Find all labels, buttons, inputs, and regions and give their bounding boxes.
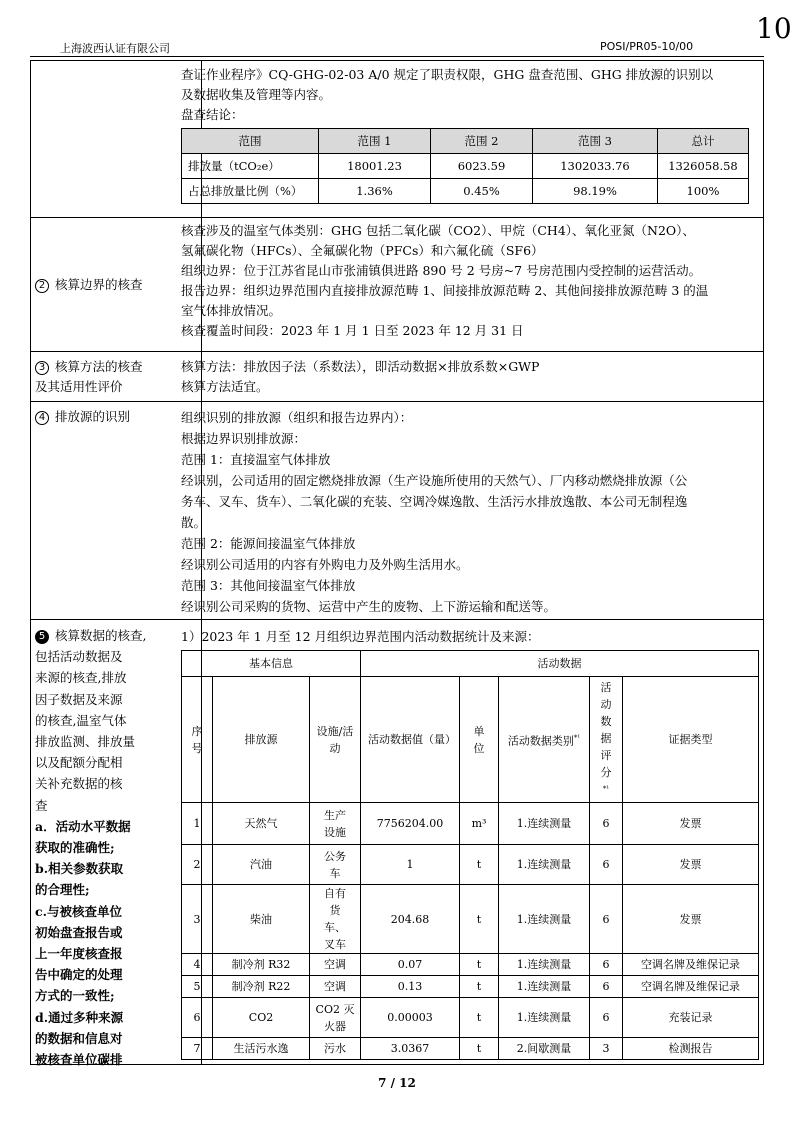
cell-facility: 自有货车、叉车 xyxy=(310,885,361,954)
cell-unit: t xyxy=(460,954,499,976)
cell-value: 0.07 xyxy=(361,954,460,976)
content-line: 组织边界：位于江苏省昆山市张浦镇俱进路 890 号 2 号房~7 号房范围内受控制的运营活动。 xyxy=(181,263,702,278)
section-label-text: 及其适用性评价 xyxy=(35,379,123,394)
cell-facility: 污水 xyxy=(310,1038,361,1060)
table-cell: 6023.59 xyxy=(431,154,533,179)
table-cell: 占总排放量比例（%） xyxy=(182,179,319,204)
method-content xyxy=(181,357,761,397)
group-header-activity: 活动数据 xyxy=(361,651,759,677)
criteria-text: c.与被核查单位 xyxy=(35,903,122,919)
content-line: 核查涉及的温室气体类别：GHG 包括二氧化碳（CO2）、甲烷（CH4）、氧化亚氮（N2O）、 xyxy=(181,223,695,238)
table-row xyxy=(182,1038,759,1060)
cell-value: 0.13 xyxy=(361,976,460,998)
content-line: 务车、叉车、货车）、二氧化碳的充装、空调冷媒逸散、生活污水排放逸散、本公司无制程逸 xyxy=(181,494,688,509)
cell-facility: 生产设施 xyxy=(310,803,361,845)
table-row xyxy=(182,998,759,1038)
activity-data-table xyxy=(181,650,759,1060)
content-line: 散。 xyxy=(181,515,207,530)
cell-category: 1.连续测量 xyxy=(499,845,590,885)
table-cell: 1302033.76 xyxy=(533,154,658,179)
section-label-text: 查 xyxy=(35,797,48,813)
cell-value: 3.0367 xyxy=(361,1038,460,1060)
table-cell: 1326058.58 xyxy=(658,154,749,179)
criteria-text: 的合理性; xyxy=(35,882,90,898)
criteria-text: b.相关参数获取 xyxy=(35,861,124,877)
content-line: 根据边界识别排放源： xyxy=(181,431,307,446)
content-line: 组织识别的排放源（组织和报告边界内）： xyxy=(181,410,413,425)
cell-unit: t xyxy=(460,976,499,998)
section-label-text: 来源的核查,排放 xyxy=(35,670,127,686)
cell-facility: 公务车 xyxy=(310,845,361,885)
group-header-basic: 基本信息 xyxy=(182,651,361,677)
section-label-text: 核算方法的核查 xyxy=(55,359,143,374)
cell-unit: t xyxy=(460,845,499,885)
table-header: 范围 2 xyxy=(431,129,533,154)
criteria-text: 上一年度核查报 xyxy=(35,946,123,962)
table-header: 总计 xyxy=(658,129,749,154)
report-frame xyxy=(30,60,764,1068)
cell-source: 汽油 xyxy=(213,845,310,885)
handwritten-page-tag: 10 xyxy=(756,12,792,45)
content-line: 经识别公司采购的货物、运营中产生的废物、上下游运输和配送等。 xyxy=(181,599,557,614)
cell-facility: 空调 xyxy=(310,954,361,976)
col-header-unit: 单位 xyxy=(460,677,499,803)
cell-no: 6 xyxy=(182,998,213,1038)
cell-value: 7756204.00 xyxy=(361,803,460,845)
cell-source: 制冷剂 R22 xyxy=(213,976,310,998)
cell-category: 1.连续测量 xyxy=(499,885,590,954)
cell-category: 1.连续测量 xyxy=(499,803,590,845)
criteria-text: d.通过多种来源 xyxy=(35,1009,124,1025)
intro-text xyxy=(181,65,761,125)
cell-score: 6 xyxy=(590,976,623,998)
intro-line: 查证作业程序》CQ-GHG-02-03 A/0 规定了职责权限，GHG 盘查范围、GHG 排放源的识别以 xyxy=(181,67,714,82)
content-line: 范围 3：其他间接温室气体排放 xyxy=(181,578,356,593)
cell-no: 3 xyxy=(182,885,213,954)
cell-source: CO2 xyxy=(213,998,310,1038)
criteria-text: 获取的准确性; xyxy=(35,840,115,856)
cell-no: 5 xyxy=(182,976,213,998)
cell-category: 2.间歇测量 xyxy=(499,1038,590,1060)
table-header: 范围 1 xyxy=(319,129,431,154)
section-label-text: 排放源的识别 xyxy=(55,409,131,424)
content-line: 经识别，公司适用的固定燃烧排放源（生产设施所使用的天然气）、厂内移动燃烧排放源（公 xyxy=(181,473,688,488)
cell-unit: m³ xyxy=(460,803,499,845)
content-line: 核查覆盖时间段：2023 年 1 月 1 日至 2023 年 12 月 31 日 xyxy=(181,323,524,338)
table-row xyxy=(182,845,759,885)
section-number-badge: 5 xyxy=(35,630,49,644)
col-header-facility: 设施/活动 xyxy=(310,677,361,803)
cell-category: 1.连续测量 xyxy=(499,998,590,1038)
boundary-content xyxy=(181,221,761,341)
table-row xyxy=(182,803,759,845)
cell-facility: 空调 xyxy=(310,976,361,998)
table-cell: 1.36% xyxy=(319,179,431,204)
content-line: 经识别公司适用的内容有外购电力及外购生活用水。 xyxy=(181,557,469,572)
section-label-text: 关补充数据的核 xyxy=(35,776,123,792)
cell-source: 生活污水逸 xyxy=(213,1038,310,1060)
content-line: 范围 2：能源间接温室气体排放 xyxy=(181,536,356,551)
cell-source: 天然气 xyxy=(213,803,310,845)
row-separator xyxy=(31,351,763,352)
section-label-text: 排放监测、排放量 xyxy=(35,734,136,750)
cell-facility: CO2 灭火器 xyxy=(310,998,361,1038)
content-line: 核算方法：排放因子法（系数法），即活动数据×排放系数×GWP xyxy=(181,359,540,374)
section-label-text: 核算边界的核查 xyxy=(55,277,143,292)
cell-value: 1 xyxy=(361,845,460,885)
table-header-row xyxy=(182,129,749,154)
page-number: 7 / 12 xyxy=(378,1076,416,1090)
col-header-score: 活动数据评分$^{*^1}$ xyxy=(590,677,623,803)
activity-intro: 1）2023 年 1 月至 12 月组织边界范围内活动数据统计及来源： xyxy=(181,629,540,644)
section-number-badge: 2 xyxy=(35,279,49,293)
cell-category: 1.连续测量 xyxy=(499,954,590,976)
table-header-row xyxy=(182,677,759,803)
table-row xyxy=(182,976,759,998)
table-cell: 100% xyxy=(658,179,749,204)
cell-no: 2 xyxy=(182,845,213,885)
section-label-text: 以及配额分配相 xyxy=(35,755,123,771)
cell-evidence: 空调名牌及维保记录 xyxy=(623,954,759,976)
table-row xyxy=(182,179,749,204)
header-rule xyxy=(30,56,764,57)
col-header-value: 活动数据值（量） xyxy=(361,677,460,803)
col-header-source: 排放源 xyxy=(213,677,310,803)
criteria-text: 初始盘查报告或 xyxy=(35,924,123,940)
row-separator xyxy=(31,619,763,620)
table-group-header-row xyxy=(182,651,759,677)
section-label-text: 包括活动数据及 xyxy=(35,649,123,665)
table-header: 范围 3 xyxy=(533,129,658,154)
criteria-text: a．活动水平数据 xyxy=(35,818,131,834)
table-header: 范围 xyxy=(182,129,319,154)
cell-evidence: 检测报告 xyxy=(623,1038,759,1060)
cell-value: 204.68 xyxy=(361,885,460,954)
table-cell: 18001.23 xyxy=(319,154,431,179)
intro-line: 及数据收集及管理等内容。 xyxy=(181,87,332,102)
content-line: 室气体排放情况。 xyxy=(181,303,282,318)
col-header-no: 序号 xyxy=(182,677,213,803)
cell-score: 3 xyxy=(590,1038,623,1060)
section-label-data-check xyxy=(35,625,171,1070)
cell-no: 1 xyxy=(182,803,213,845)
section-number-badge: 3 xyxy=(35,361,49,375)
cell-value: 0.00003 xyxy=(361,998,460,1038)
cell-score: 6 xyxy=(590,954,623,976)
cell-category: 1.连续测量 xyxy=(499,976,590,998)
cell-source: 柴油 xyxy=(213,885,310,954)
table-row xyxy=(182,154,749,179)
content-line: 报告边界：组织边界范围内直接排放源范畴 1、间接排放源范畴 2、其他间接排放源范畴 3 的温 xyxy=(181,283,709,298)
criteria-text: 被核查单位碳排 xyxy=(35,1052,123,1068)
criteria-text: 告中确定的处理 xyxy=(35,967,123,983)
cell-no: 4 xyxy=(182,954,213,976)
section-label-sources xyxy=(35,407,171,427)
content-line: 核算方法适宜。 xyxy=(181,379,269,394)
cell-evidence: 发票 xyxy=(623,885,759,954)
cell-no: 7 xyxy=(182,1038,213,1060)
cell-unit: t xyxy=(460,885,499,954)
cell-source: 制冷剂 R32 xyxy=(213,954,310,976)
cell-score: 6 xyxy=(590,803,623,845)
company-name: 上海波西认证有限公司 xyxy=(60,42,170,55)
emission-summary-table xyxy=(181,128,749,204)
table-cell: 0.45% xyxy=(431,179,533,204)
col-header-evidence: 证据类型 xyxy=(623,677,759,803)
cell-evidence: 空调名牌及维保记录 xyxy=(623,976,759,998)
section-label-method xyxy=(35,357,171,397)
content-line: 范围 1：直接温室气体排放 xyxy=(181,452,331,467)
section-number-badge: 4 xyxy=(35,411,49,425)
table-row xyxy=(182,885,759,954)
content-line: 氢氟碳化物（HFCs）、全氟碳化物（PFCs）和六氟化硫（SF6） xyxy=(181,243,544,258)
cell-score: 6 xyxy=(590,998,623,1038)
table-row xyxy=(182,954,759,976)
table-cell: 排放量（tCO₂e） xyxy=(182,154,319,179)
row-separator xyxy=(31,217,763,218)
cell-evidence: 发票 xyxy=(623,845,759,885)
table-cell: 98.19% xyxy=(533,179,658,204)
cell-unit: t xyxy=(460,998,499,1038)
section-label-text: 的核查,温室气体 xyxy=(35,712,127,728)
row-separator xyxy=(31,401,763,402)
section-label-text: 核算数据的核查, xyxy=(55,628,147,643)
section-label-boundary xyxy=(35,275,171,295)
section-label-text: 因子数据及来源 xyxy=(35,691,123,707)
cell-evidence: 发票 xyxy=(623,803,759,845)
document-code: POSI/PR05-10/00 xyxy=(600,40,694,53)
criteria-text: 的数据和信息对 xyxy=(35,1030,123,1046)
sources-content xyxy=(181,407,761,617)
criteria-text: 方式的一致性; xyxy=(35,988,115,1004)
cell-unit: t xyxy=(460,1038,499,1060)
cell-score: 6 xyxy=(590,885,623,954)
col-header-category: 活动数据类别$^{*^1}$ xyxy=(499,677,590,803)
cell-score: 6 xyxy=(590,845,623,885)
conclusion-label: 盘查结论： xyxy=(181,107,244,122)
cell-evidence: 充装记录 xyxy=(623,998,759,1038)
